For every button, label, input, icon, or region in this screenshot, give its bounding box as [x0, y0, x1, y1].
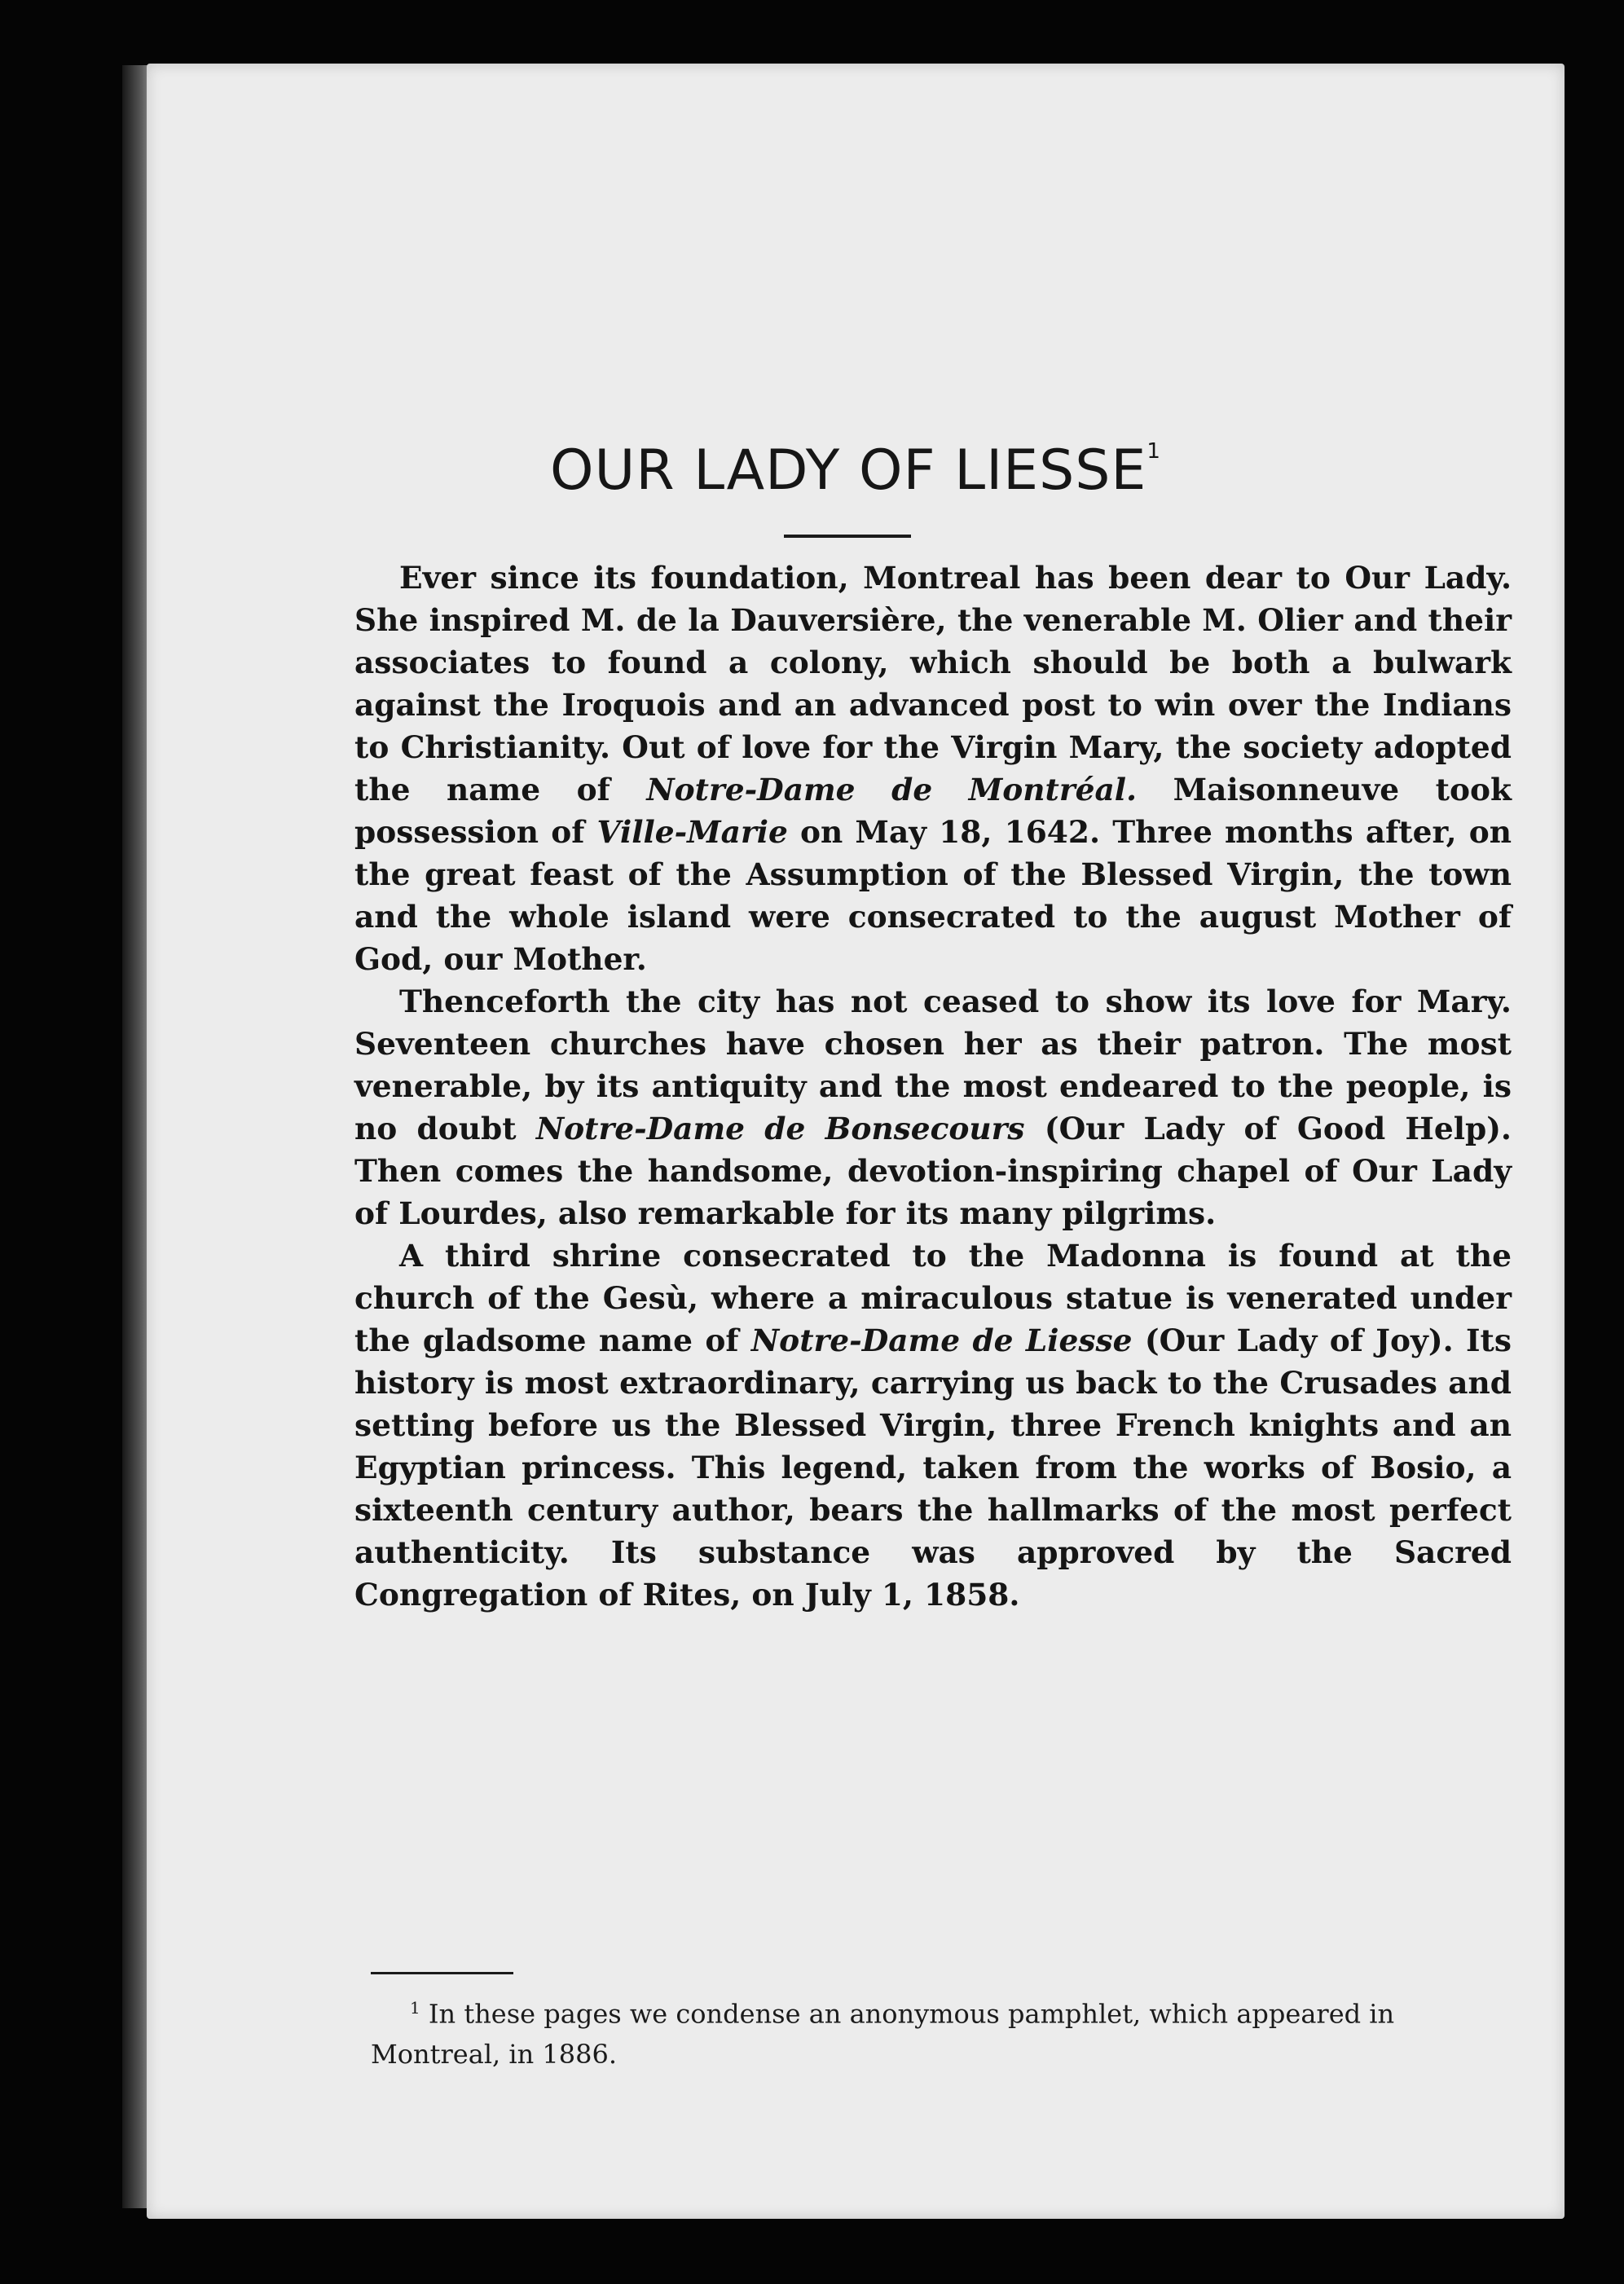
paragraph-3-italic-a: Notre-Dame de Liesse — [750, 1322, 1133, 1358]
paragraph-1 — [354, 557, 1512, 980]
footnote — [371, 1988, 1512, 2075]
paragraph-1-text-c: on May 18, 1642. Three months after, on the great feast of the Assumption of the Blessed Virgin, the town and the whole island were consecrated to the august Mother of God, our Mother. — [354, 814, 1512, 977]
paragraph-2 — [354, 980, 1512, 1234]
paragraph-2-text-b: (Our Lady of Good Help). Then comes the handsome, devotion-inspiring chapel of Our Lady of Lourdes, also remarkable for its many pilgrims. — [354, 1111, 1512, 1231]
paragraph-1-text-b: Maisonneuve took possession of — [354, 772, 1512, 850]
paragraph-3-text-a: A third shrine consecrated to the Madonna is found at the church of the Gesù, where a miraculous statue is venerated under the gladsome name of — [354, 1238, 1512, 1358]
paragraph-1-text-a: Ever since its foundation, Montreal has been dear to Our Lady. She inspired M. de la Dauversière, the venerable M. Olier and their associates to found a colony, which should be both a bulwark against the Iroquois and an advanced post to win over the Indians to Christianity. Out of love for the Virgin Mary, the society adopted the name of — [354, 560, 1512, 808]
footnote-marker: 1 — [410, 1998, 420, 2018]
paragraph-2-italic-a: Notre-Dame de Bonsecours — [535, 1111, 1025, 1146]
title-divider — [784, 535, 911, 538]
footnote-divider — [371, 1972, 513, 1974]
title-footnote-marker: 1 — [1146, 439, 1161, 464]
book-page — [147, 64, 1565, 2219]
paragraph-1-italic-b: Ville-Marie — [596, 814, 788, 850]
paragraph-2-text-a: Thenceforth the city has not ceased to show its love for Mary. Seventeen churches have chosen her as their patron. The most venerable, by its antiquity and the most endeared to the people, is no doubt — [354, 984, 1512, 1146]
article-body — [354, 557, 1512, 1616]
paragraph-3-text-b: (Our Lady of Joy). Its history is most extraordinary, carrying us back to the Crusades and setting before us the Blessed Virgin, three French knights and an Egyptian princess. This legend, taken from the works of Bosio, a sixteenth century author, bears the hallmarks of the most perfect authenticity. Its substance was approved by the Sacred Congregation of Rites, on July 1, 1858. — [354, 1322, 1512, 1613]
page-title-text: OUR LADY OF LIESSE — [550, 438, 1147, 503]
page-title — [147, 438, 1565, 503]
paragraph-3 — [354, 1234, 1512, 1616]
footnote-text: In these pages we condense an anonymous pamphlet, which appeared in Montreal, in 1886. — [371, 1998, 1395, 2070]
paragraph-1-italic-a: Notre-Dame de Montréal. — [646, 772, 1138, 808]
